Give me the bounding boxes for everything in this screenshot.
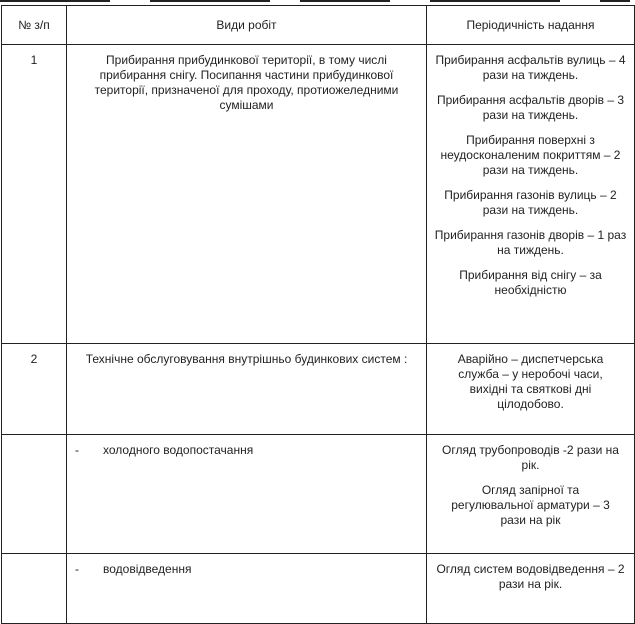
header-work-types: Види робіт [67,6,427,45]
table-row [2,435,635,554]
work-text: Прибирання прибудинкової території, в тому числі прибирання снігу. Посипання частини прибудинкової території, призначеної для проходу, протиожеледними сумішами [94,53,399,112]
bullet-dash: - [75,443,79,457]
frequency-cell [427,554,635,624]
row-number [2,435,67,554]
frequency-item: Прибирання від снігу – за необхідністю [459,268,602,297]
work-text: холодного водопостачання [103,443,254,457]
header-number: № з/п [2,6,67,45]
row-number: 1 [2,45,67,344]
work-description: Технічне обслуговування внутрішньо будинкових систем : [67,344,427,435]
table-header-row [2,6,635,45]
row-number [2,554,67,624]
header-frequency: Періодичність надання [427,6,635,45]
frequency-item: Прибирання газонів вулиць – 2 рази на тиждень. [444,188,617,217]
frequency-item: Прибирання асфальтів вулиць – 4 рази на тиждень. [435,53,626,82]
work-description [67,45,427,344]
frequency-cell [427,45,635,344]
work-text: водовідведення [103,562,192,576]
frequency-item: Огляд систем водовідведення – 2 рази на рік. [436,562,625,591]
table-row [2,554,635,624]
frequency-item: Огляд трубопроводів -2 рази на рік. [442,443,619,472]
work-description [67,435,427,554]
services-table [1,5,635,624]
frequency-item: Огляд запірної та регулювальної арматури – 3 рази на рік [451,483,610,527]
bullet-dash: - [75,562,79,576]
frequency-item: Аварійно – диспетчерська служба – у неробочі часи, вихідні та святкові дні цілодобово. [457,352,604,411]
frequency-item: Прибирання асфальтів дворів – 3 рази на тиждень. [436,93,625,122]
frequency-item: Прибирання поверхні з неудосконаленим покриттям – 2 рази на тиждень. [440,133,621,177]
frequency-item: Прибирання газонів дворів – 1 раз на тиждень. [434,228,627,257]
frequency-cell [427,435,635,554]
table-row [2,45,635,344]
frequency-cell [427,344,635,435]
clipped-previous-content [0,0,635,4]
work-description [67,554,427,624]
table-row [2,344,635,435]
row-number: 2 [2,344,67,435]
